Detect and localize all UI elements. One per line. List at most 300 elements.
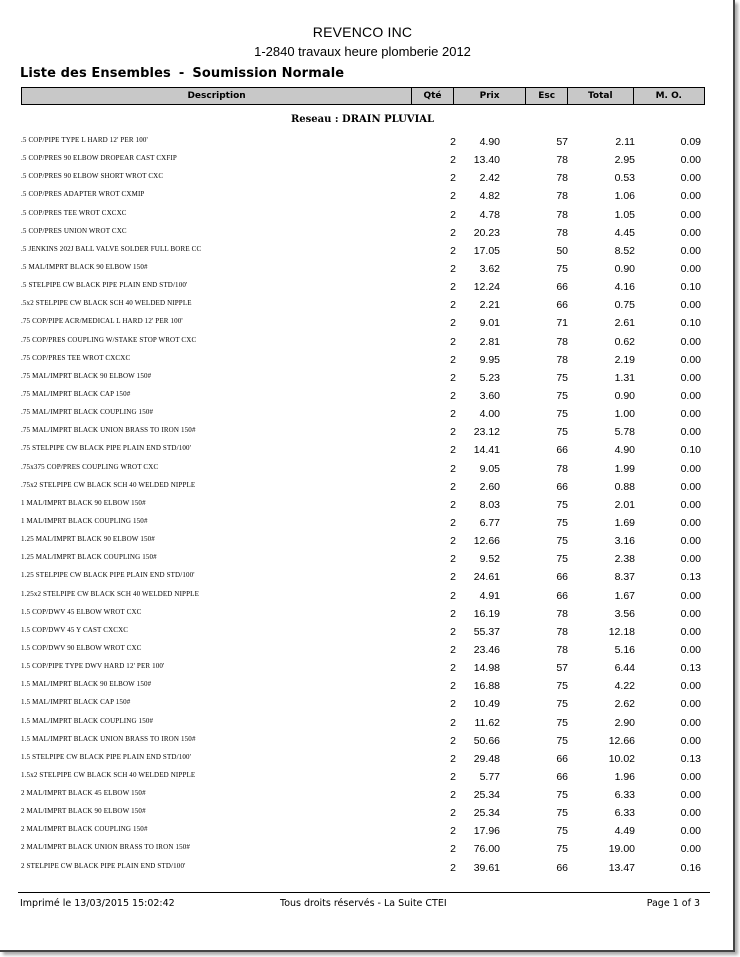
cell-esc: 75 xyxy=(556,843,568,856)
cell-qte: 2 xyxy=(450,262,456,275)
cell-esc: 75 xyxy=(556,734,568,747)
cell-esc: 66 xyxy=(556,770,568,783)
report-subtitle: Soumission Normale xyxy=(192,66,345,81)
table-row xyxy=(0,786,730,804)
table-row xyxy=(0,478,730,496)
cell-esc: 78 xyxy=(556,208,568,221)
cell-qte: 2 xyxy=(450,154,456,167)
list-title: Liste des Ensembles xyxy=(20,66,171,81)
cell-prix: 2.60 xyxy=(479,480,500,493)
cell-esc: 75 xyxy=(556,426,568,439)
cell-prix: 20.23 xyxy=(473,226,500,239)
cell-prix: 9.95 xyxy=(479,353,500,366)
cell-esc: 75 xyxy=(556,389,568,402)
cell-total: 2.61 xyxy=(614,317,635,330)
column-header-qte: Qté xyxy=(412,88,454,104)
table-row xyxy=(0,224,730,242)
cell-esc: 78 xyxy=(556,643,568,656)
cell-total: 0.88 xyxy=(614,480,635,493)
cell-qte: 2 xyxy=(450,571,456,584)
table-row xyxy=(0,732,730,750)
cell-mo: 0.00 xyxy=(680,371,701,384)
cell-total: 4.22 xyxy=(614,680,635,693)
cell-total: 12.18 xyxy=(608,625,635,638)
cell-esc: 75 xyxy=(556,516,568,529)
cell-description: 2 MAL/IMPRT BLACK COUPLING 150# xyxy=(21,825,148,834)
cell-mo: 0.13 xyxy=(680,752,701,765)
cell-qte: 2 xyxy=(450,553,456,566)
cell-mo: 0.00 xyxy=(680,716,701,729)
cell-mo: 0.00 xyxy=(680,480,701,493)
cell-prix: 16.19 xyxy=(473,607,500,620)
table-row xyxy=(0,260,730,278)
print-date: Imprimé le 13/03/2015 15:02:42 xyxy=(20,898,175,909)
cell-description: 1 MAL/IMPRT BLACK 90 ELBOW 150# xyxy=(21,498,146,507)
section-title: Reseau : DRAIN PLUVIAL xyxy=(290,114,435,125)
cell-description: 2 MAL/IMPRT BLACK 90 ELBOW 150# xyxy=(21,807,146,816)
cell-description: 2 STELPIPE CW BLACK PIPE PLAIN END STD/100' xyxy=(21,861,186,870)
cell-total: 6.33 xyxy=(614,789,635,802)
cell-prix: 9.01 xyxy=(479,317,500,330)
cell-esc: 78 xyxy=(556,190,568,203)
cell-prix: 3.62 xyxy=(479,262,500,275)
cell-qte: 2 xyxy=(450,716,456,729)
cell-prix: 25.34 xyxy=(473,807,500,820)
cell-prix: 29.48 xyxy=(473,752,500,765)
cell-prix: 12.66 xyxy=(473,535,500,548)
cell-description: .5 COP/PRES UNION WROT CXC xyxy=(21,226,127,235)
cell-qte: 2 xyxy=(450,680,456,693)
cell-total: 0.75 xyxy=(614,299,635,312)
cell-description: 1.5 STELPIPE CW BLACK PIPE PLAIN END STD/100' xyxy=(21,752,192,761)
cell-mo: 0.00 xyxy=(680,625,701,638)
cell-description: 2 MAL/IMPRT BLACK UNION BRASS TO IRON 150# xyxy=(21,843,191,852)
cell-description: 2 MAL/IMPRT BLACK 45 ELBOW 150# xyxy=(21,789,146,798)
cell-esc: 75 xyxy=(556,262,568,275)
cell-mo: 0.00 xyxy=(680,335,701,348)
cell-qte: 2 xyxy=(450,190,456,203)
table-row xyxy=(0,441,730,459)
cell-description: .5 JENKINS 202J BALL VALVE SOLDER FULL BORE CC xyxy=(21,244,202,253)
cell-prix: 3.60 xyxy=(479,389,500,402)
cell-qte: 2 xyxy=(450,480,456,493)
cell-prix: 4.78 xyxy=(479,208,500,221)
cell-total: 10.02 xyxy=(608,752,635,765)
cell-total: 13.47 xyxy=(608,861,635,874)
table-row xyxy=(0,369,730,387)
cell-esc: 57 xyxy=(556,136,568,148)
cell-mo: 0.16 xyxy=(680,861,701,874)
cell-description: .75 STELPIPE CW BLACK PIPE PLAIN END STD/100' xyxy=(21,444,192,453)
cell-description: .75 COP/PRES TEE WROT CXCXC xyxy=(21,353,131,362)
cell-prix: 16.88 xyxy=(473,680,500,693)
cell-description: 1 MAL/IMPRT BLACK COUPLING 150# xyxy=(21,516,148,525)
cell-mo: 0.00 xyxy=(680,698,701,711)
cell-qte: 2 xyxy=(450,789,456,802)
cell-mo: 0.00 xyxy=(680,408,701,421)
cell-prix: 17.96 xyxy=(473,825,500,838)
cell-prix: 5.23 xyxy=(479,371,500,384)
cell-mo: 0.00 xyxy=(680,154,701,167)
cell-esc: 78 xyxy=(556,625,568,638)
cell-qte: 2 xyxy=(450,136,456,148)
cell-description: .5 COP/PRES 90 ELBOW DROPEAR CAST CXFIP xyxy=(21,154,177,163)
cell-qte: 2 xyxy=(450,589,456,602)
cell-mo: 0.00 xyxy=(680,462,701,475)
table-row xyxy=(0,133,730,151)
cell-mo: 0.00 xyxy=(680,734,701,747)
cell-description: 1.5 MAL/IMPRT BLACK COUPLING 150# xyxy=(21,716,154,725)
cell-prix: 24.61 xyxy=(473,571,500,584)
cell-total: 2.19 xyxy=(614,353,635,366)
cell-mo: 0.00 xyxy=(680,172,701,185)
cell-description: 1.5 COP/DWV 45 ELBOW WROT CXC xyxy=(21,607,142,616)
cell-description: 1.25 MAL/IMPRT BLACK 90 ELBOW 150# xyxy=(21,535,155,544)
cell-esc: 75 xyxy=(556,408,568,421)
cell-mo: 0.09 xyxy=(680,136,701,148)
cell-esc: 71 xyxy=(556,317,568,330)
cell-mo: 0.10 xyxy=(680,281,701,294)
cell-prix: 2.21 xyxy=(479,299,500,312)
cell-prix: 2.42 xyxy=(479,172,500,185)
cell-qte: 2 xyxy=(450,408,456,421)
cell-total: 1.00 xyxy=(614,408,635,421)
cell-mo: 0.00 xyxy=(680,825,701,838)
cell-description: 1.25 STELPIPE CW BLACK PIPE PLAIN END STD/100' xyxy=(21,571,195,580)
cell-prix: 39.61 xyxy=(473,861,500,874)
cell-esc: 75 xyxy=(556,789,568,802)
cell-total: 2.38 xyxy=(614,553,635,566)
cell-total: 4.90 xyxy=(614,444,635,457)
cell-total: 3.56 xyxy=(614,607,635,620)
cell-esc: 66 xyxy=(556,299,568,312)
cell-esc: 66 xyxy=(556,571,568,584)
cell-mo: 0.10 xyxy=(680,317,701,330)
cell-total: 2.01 xyxy=(614,498,635,511)
cell-prix: 9.05 xyxy=(479,462,500,475)
footer-divider xyxy=(18,892,710,893)
cell-description: 1.25x2 STELPIPE CW BLACK SCH 40 WELDED NIPPLE xyxy=(21,589,199,598)
cell-total: 3.16 xyxy=(614,535,635,548)
cell-qte: 2 xyxy=(450,843,456,856)
table-row xyxy=(0,405,730,423)
table-row xyxy=(0,677,730,695)
cell-qte: 2 xyxy=(450,335,456,348)
cell-prix: 50.66 xyxy=(473,734,500,747)
report-title xyxy=(20,66,344,81)
cell-total: 12.66 xyxy=(608,734,635,747)
cell-description: .75 MAL/IMPRT BLACK CAP 150# xyxy=(21,389,131,398)
cell-esc: 75 xyxy=(556,535,568,548)
cell-qte: 2 xyxy=(450,861,456,874)
cell-total: 4.45 xyxy=(614,226,635,239)
table-row xyxy=(0,514,730,532)
cell-description: .5 COP/PRES ADAPTER WROT CXMIP xyxy=(21,190,145,199)
table-row xyxy=(0,296,730,314)
column-header-esc: Esc xyxy=(526,88,568,104)
cell-qte: 2 xyxy=(450,299,456,312)
cell-mo: 0.00 xyxy=(680,770,701,783)
cell-qte: 2 xyxy=(450,426,456,439)
cell-mo: 0.00 xyxy=(680,190,701,203)
column-header-prix: Prix xyxy=(454,88,526,104)
cell-mo: 0.00 xyxy=(680,353,701,366)
cell-esc: 78 xyxy=(556,335,568,348)
cell-esc: 75 xyxy=(556,825,568,838)
cell-prix: 4.00 xyxy=(479,408,500,421)
cell-description: 1.25 MAL/IMPRT BLACK COUPLING 150# xyxy=(21,553,157,562)
table-row xyxy=(0,460,730,478)
cell-mo: 0.13 xyxy=(680,662,701,675)
table-row xyxy=(0,278,730,296)
table-row xyxy=(0,387,730,405)
cell-esc: 66 xyxy=(556,752,568,765)
cell-mo: 0.00 xyxy=(680,498,701,511)
cell-total: 0.62 xyxy=(614,335,635,348)
cell-total: 8.52 xyxy=(614,244,635,257)
cell-prix: 17.05 xyxy=(473,244,500,257)
cell-total: 1.69 xyxy=(614,516,635,529)
cell-total: 6.33 xyxy=(614,807,635,820)
cell-qte: 2 xyxy=(450,226,456,239)
cell-qte: 2 xyxy=(450,371,456,384)
cell-mo: 0.00 xyxy=(680,680,701,693)
cell-mo: 0.00 xyxy=(680,789,701,802)
cell-qte: 2 xyxy=(450,643,456,656)
cell-total: 2.62 xyxy=(614,698,635,711)
cell-esc: 78 xyxy=(556,172,568,185)
cell-esc: 78 xyxy=(556,226,568,239)
company-name: REVENCO INC xyxy=(312,24,413,40)
cell-qte: 2 xyxy=(450,516,456,529)
table-row xyxy=(0,859,730,877)
cell-description: .75x2 STELPIPE CW BLACK SCH 40 WELDED NIPPLE xyxy=(21,480,196,489)
cell-description: 1.5 COP/DWV 90 ELBOW WROT CXC xyxy=(21,643,142,652)
cell-total: 6.44 xyxy=(614,662,635,675)
cell-total: 5.78 xyxy=(614,426,635,439)
cell-total: 4.16 xyxy=(614,281,635,294)
cell-mo: 0.00 xyxy=(680,553,701,566)
cell-esc: 78 xyxy=(556,607,568,620)
table-row xyxy=(0,768,730,786)
cell-qte: 2 xyxy=(450,825,456,838)
table-row xyxy=(0,151,730,169)
cell-esc: 75 xyxy=(556,807,568,820)
cell-prix: 2.81 xyxy=(479,335,500,348)
cell-description: 1.5 COP/PIPE TYPE DWV HARD 12' PER 100' xyxy=(21,662,165,671)
cell-total: 2.95 xyxy=(614,154,635,167)
cell-qte: 2 xyxy=(450,353,456,366)
cell-esc: 78 xyxy=(556,462,568,475)
table-row xyxy=(0,169,730,187)
cell-qte: 2 xyxy=(450,172,456,185)
table-row xyxy=(0,550,730,568)
cell-mo: 0.00 xyxy=(680,807,701,820)
cell-qte: 2 xyxy=(450,807,456,820)
table-body xyxy=(0,133,730,877)
table-row xyxy=(0,714,730,732)
cell-prix: 9.52 xyxy=(479,553,500,566)
cell-description: .75 COP/PIPE ACR/MEDICAL L HARD 12' PER 100' xyxy=(21,317,183,326)
cell-mo: 0.00 xyxy=(680,299,701,312)
column-header-mo: M. O. xyxy=(655,91,682,101)
cell-prix: 23.12 xyxy=(473,426,500,439)
table-row xyxy=(0,605,730,623)
cell-mo: 0.00 xyxy=(680,389,701,402)
cell-total: 0.90 xyxy=(614,262,635,275)
table-row xyxy=(0,695,730,713)
cell-qte: 2 xyxy=(450,444,456,457)
column-header-total: Total xyxy=(568,88,634,104)
cell-total: 19.00 xyxy=(608,843,635,856)
cell-esc: 75 xyxy=(556,553,568,566)
cell-mo: 0.00 xyxy=(680,208,701,221)
copyright-notice: Tous droits réservés - La Suite CTEI xyxy=(280,898,447,909)
cell-description: .5 MAL/IMPRT BLACK 90 ELBOW 150# xyxy=(21,262,148,271)
cell-prix: 55.37 xyxy=(473,625,500,638)
cell-prix: 8.03 xyxy=(479,498,500,511)
page-number: Page 1 of 3 xyxy=(646,898,700,909)
table-row xyxy=(0,623,730,641)
cell-prix: 13.40 xyxy=(473,154,500,167)
title-separator: - xyxy=(178,66,185,81)
cell-esc: 75 xyxy=(556,498,568,511)
table-row xyxy=(0,206,730,224)
table-row xyxy=(0,423,730,441)
cell-prix: 23.46 xyxy=(473,643,500,656)
cell-description: .75x375 COP/PRES COUPLING WROT CXC xyxy=(21,462,159,471)
cell-qte: 2 xyxy=(450,734,456,747)
cell-total: 1.06 xyxy=(614,190,635,203)
cell-description: 1.5 MAL/IMPRT BLACK UNION BRASS TO IRON 150# xyxy=(21,734,196,743)
cell-esc: 66 xyxy=(556,861,568,874)
cell-mo: 0.10 xyxy=(680,444,701,457)
cell-prix: 4.82 xyxy=(479,190,500,203)
cell-qte: 2 xyxy=(450,281,456,294)
table-row xyxy=(0,750,730,768)
cell-prix: 25.34 xyxy=(473,789,500,802)
cell-qte: 2 xyxy=(450,698,456,711)
cell-qte: 2 xyxy=(450,770,456,783)
project-title: 1-2840 travaux heure plomberie 2012 xyxy=(254,44,471,59)
table-row xyxy=(0,532,730,550)
cell-mo: 0.00 xyxy=(680,516,701,529)
cell-prix: 14.98 xyxy=(473,662,500,675)
cell-qte: 2 xyxy=(450,389,456,402)
cell-esc: 57 xyxy=(556,662,568,675)
table-row xyxy=(0,333,730,351)
cell-prix: 11.62 xyxy=(474,716,500,729)
cell-prix: 6.77 xyxy=(479,516,500,529)
cell-total: 1.05 xyxy=(614,208,635,221)
cell-total: 5.16 xyxy=(614,643,635,656)
cell-description: .5 COP/PRES 90 ELBOW SHORT WROT CXC xyxy=(21,172,164,181)
cell-esc: 75 xyxy=(556,371,568,384)
cell-description: .75 MAL/IMPRT BLACK UNION BRASS TO IRON 150# xyxy=(21,426,196,435)
cell-description: .5 COP/PIPE TYPE L HARD 12' PER 100' xyxy=(21,136,148,144)
cell-description: .75 COP/PRES COUPLING W/STAKE STOP WROT CXC xyxy=(21,335,197,344)
cell-mo: 0.00 xyxy=(680,607,701,620)
cell-total: 4.49 xyxy=(614,825,635,838)
cell-esc: 75 xyxy=(556,698,568,711)
table-header xyxy=(21,87,705,105)
cell-qte: 2 xyxy=(450,317,456,330)
table-row xyxy=(0,659,730,677)
cell-total: 8.37 xyxy=(614,571,635,584)
table-row xyxy=(0,568,730,586)
cell-esc: 78 xyxy=(556,154,568,167)
cell-description: 1.5 MAL/IMPRT BLACK 90 ELBOW 150# xyxy=(21,680,152,689)
table-row xyxy=(0,496,730,514)
cell-prix: 10.49 xyxy=(473,698,500,711)
table-row xyxy=(0,587,730,605)
cell-description: .5 COP/PRES TEE WROT CXCXC xyxy=(21,208,127,217)
cell-total: 2.90 xyxy=(614,716,635,729)
cell-total: 1.99 xyxy=(614,462,635,475)
table-row xyxy=(0,242,730,260)
cell-qte: 2 xyxy=(450,752,456,765)
cell-esc: 78 xyxy=(556,353,568,366)
cell-prix: 76.00 xyxy=(473,843,500,856)
cell-qte: 2 xyxy=(450,244,456,257)
cell-total: 2.11 xyxy=(615,136,635,148)
cell-mo: 0.13 xyxy=(680,571,701,584)
cell-total: 1.67 xyxy=(614,589,635,602)
cell-description: 1.5 MAL/IMPRT BLACK CAP 150# xyxy=(21,698,131,707)
cell-mo: 0.00 xyxy=(680,843,701,856)
cell-qte: 2 xyxy=(450,625,456,638)
cell-mo: 0.00 xyxy=(680,262,701,275)
column-header-description: Description xyxy=(22,88,412,104)
cell-total: 0.90 xyxy=(614,389,635,402)
cell-qte: 2 xyxy=(450,498,456,511)
cell-total: 1.96 xyxy=(614,770,635,783)
cell-description: .75 MAL/IMPRT BLACK 90 ELBOW 150# xyxy=(21,371,152,380)
cell-prix: 14.41 xyxy=(473,444,500,457)
table-row xyxy=(0,314,730,332)
table-row xyxy=(0,641,730,659)
cell-mo: 0.00 xyxy=(680,535,701,548)
cell-mo: 0.00 xyxy=(680,226,701,239)
cell-mo: 0.00 xyxy=(680,589,701,602)
cell-prix: 4.91 xyxy=(479,589,500,602)
cell-description: .75 MAL/IMPRT BLACK COUPLING 150# xyxy=(21,408,154,417)
table-row xyxy=(0,840,730,858)
cell-esc: 75 xyxy=(556,680,568,693)
cell-total: 0.53 xyxy=(614,172,635,185)
table-row xyxy=(0,351,730,369)
table-row xyxy=(0,804,730,822)
cell-prix: 5.77 xyxy=(479,770,500,783)
cell-mo: 0.00 xyxy=(680,244,701,257)
cell-total: 1.31 xyxy=(614,371,635,384)
cell-description: 1.5 COP/DWV 45 Y CAST CXCXC xyxy=(21,625,129,634)
cell-qte: 2 xyxy=(450,662,456,675)
cell-qte: 2 xyxy=(450,607,456,620)
cell-esc: 66 xyxy=(556,281,568,294)
cell-description: .5 STELPIPE CW BLACK PIPE PLAIN END STD/100' xyxy=(21,281,188,290)
table-row xyxy=(0,187,730,205)
table-row xyxy=(0,822,730,840)
cell-description: 1.5x2 STELPIPE CW BLACK SCH 40 WELDED NIPPLE xyxy=(21,770,196,779)
cell-qte: 2 xyxy=(450,462,456,475)
cell-prix: 12.24 xyxy=(473,281,500,294)
cell-esc: 66 xyxy=(556,589,568,602)
cell-qte: 2 xyxy=(450,208,456,221)
cell-mo: 0.00 xyxy=(680,643,701,656)
cell-mo: 0.00 xyxy=(680,426,701,439)
cell-qte: 2 xyxy=(450,535,456,548)
